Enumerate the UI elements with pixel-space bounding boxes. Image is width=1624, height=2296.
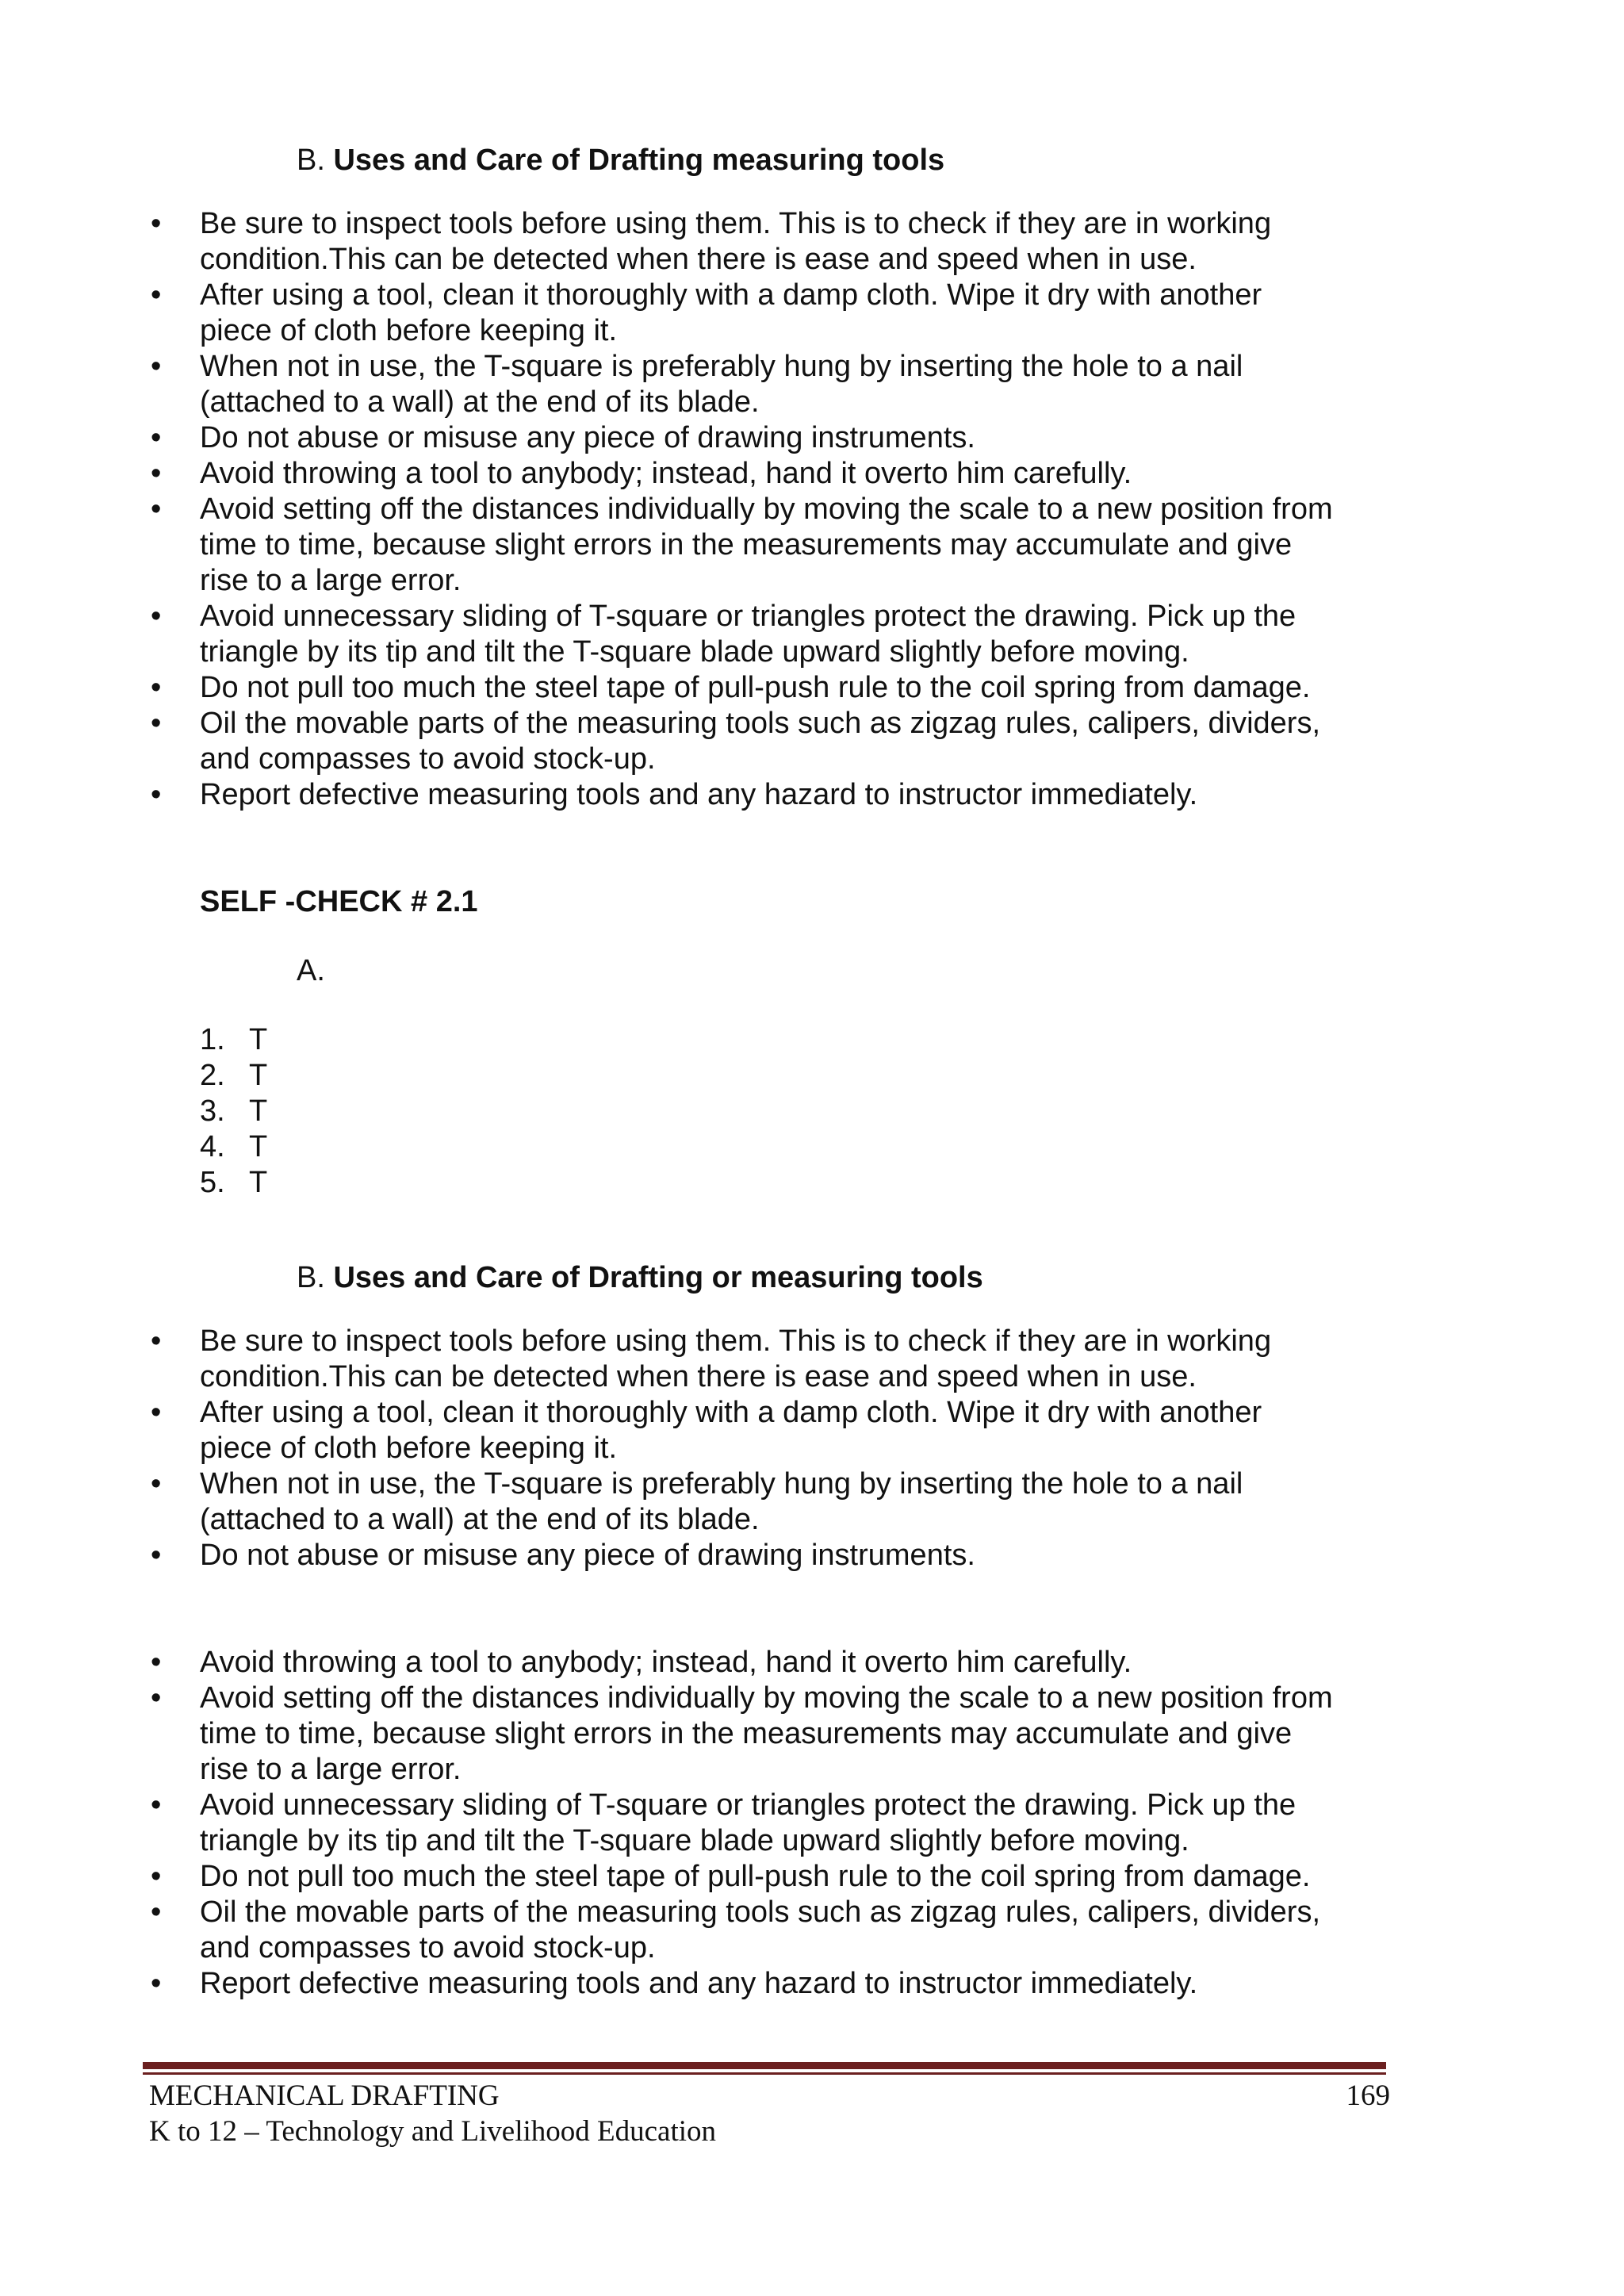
bullet-item <box>151 1788 1405 1859</box>
bullet-text-line: After using a tool, clean it thoroughly with a damp cloth. Wipe it dry with another <box>200 1396 1262 1429</box>
bullet-text-line: Avoid setting off the distances individually by moving the scale to a new position from <box>200 1681 1333 1715</box>
bullet-text-line: (attached to a wall) at the end of its blade. <box>200 385 760 419</box>
bullet-item <box>151 492 1405 599</box>
bullet-dot-icon: • <box>151 600 162 633</box>
footer-subject: MECHANICAL DRAFTING <box>149 2079 500 2112</box>
section2-bullet-list-b <box>151 1645 1405 2002</box>
section2-title: Uses and Care of Drafting or measuring tools <box>333 1261 983 1294</box>
answer-item <box>200 1129 1405 1165</box>
bullet-text-line: rise to a large error. <box>200 1753 462 1786</box>
bullet-dot-icon: • <box>151 1324 162 1358</box>
bullet-text-line: triangle by its tip and tilt the T-square blade upward slightly before moving. <box>200 635 1189 669</box>
section1-heading <box>297 143 1405 178</box>
footer-rule-thick <box>143 2062 1386 2069</box>
answer-value: T <box>249 1130 268 1163</box>
bullet-text-line: Avoid throwing a tool to anybody; instead, hand it overto him carefully. <box>200 457 1132 490</box>
footer-program: K to 12 – Technology and Livelihood Education <box>149 2115 717 2148</box>
answer-number: 2. <box>200 1059 225 1092</box>
bullet-dot-icon: • <box>151 707 162 740</box>
answer-number: 5. <box>200 1166 225 1199</box>
section2-heading <box>297 1260 1405 1296</box>
bullet-text-line: Do not pull too much the steel tape of pull-push rule to the coil spring from damage. <box>200 671 1311 704</box>
bullet-item <box>151 349 1405 420</box>
page-footer <box>149 2078 1390 2149</box>
bullet-text-line: Oil the movable parts of the measuring tools such as zigzag rules, calipers, dividers, <box>200 1895 1320 1929</box>
bullet-dot-icon: • <box>151 421 162 454</box>
bullet-item <box>151 1895 1405 1966</box>
bullet-item <box>151 1466 1405 1538</box>
bullet-text-line: Avoid unnecessary sliding of T-square or triangles protect the drawing. Pick up the <box>200 600 1297 633</box>
bullet-text-line: rise to a large error. <box>200 564 462 597</box>
bullet-item <box>151 206 1405 278</box>
bullet-item <box>151 420 1405 456</box>
bullet-item <box>151 1966 1405 2002</box>
bullet-text-line: Report defective measuring tools and any hazard to instructor immediately. <box>200 1967 1198 2000</box>
bullet-text-line: time to time, because slight errors in the measurements may accumulate and give <box>200 1717 1293 1750</box>
bullet-text-line: condition.This can be detected when there is ease and speed when in use. <box>200 1360 1197 1393</box>
bullet-dot-icon: • <box>151 1681 162 1715</box>
answer-value: T <box>249 1166 268 1199</box>
section2-prefix: B. <box>297 1261 334 1294</box>
footer-rule-thin <box>143 2072 1386 2075</box>
bullet-item <box>151 706 1405 777</box>
self-check-title: SELF -CHECK # 2.1 <box>200 885 478 918</box>
bullet-text-line: After using a tool, clean it thoroughly with a damp cloth. Wipe it dry with another <box>200 278 1262 312</box>
bullet-item <box>151 777 1405 813</box>
bullet-text-line: Avoid throwing a tool to anybody; instead, hand it overto him carefully. <box>200 1646 1132 1679</box>
bullet-text-line: triangle by its tip and tilt the T-square blade upward slightly before moving. <box>200 1824 1189 1857</box>
bullet-text-line: and compasses to avoid stock-up. <box>200 1931 656 1964</box>
bullet-dot-icon: • <box>151 778 162 811</box>
bullet-dot-icon: • <box>151 1396 162 1429</box>
bullet-item <box>151 599 1405 670</box>
bullet-dot-icon: • <box>151 493 162 526</box>
bullet-dot-icon: • <box>151 1467 162 1501</box>
bullet-dot-icon: • <box>151 1788 162 1822</box>
answer-value: T <box>249 1059 268 1092</box>
bullet-text-line: Be sure to inspect tools before using them. This is to check if they are in working <box>200 207 1272 240</box>
bullet-text-line: condition.This can be detected when there is ease and speed when in use. <box>200 243 1197 276</box>
self-check-answer-list <box>200 1022 1405 1201</box>
bullet-dot-icon: • <box>151 278 162 312</box>
bullet-dot-icon: • <box>151 350 162 383</box>
answer-item <box>200 1165 1405 1201</box>
footer-page-number: 169 <box>1346 2079 1390 2112</box>
answer-item <box>200 1094 1405 1129</box>
answer-item <box>200 1058 1405 1094</box>
bullet-dot-icon: • <box>151 1646 162 1679</box>
answer-number: 4. <box>200 1130 225 1163</box>
bullet-item <box>151 1324 1405 1395</box>
answer-value: T <box>249 1023 268 1056</box>
bullet-item <box>151 1538 1405 1573</box>
bullet-text-line: Avoid setting off the distances individually by moving the scale to a new position from <box>200 493 1333 526</box>
bullet-text-line: Report defective measuring tools and any hazard to instructor immediately. <box>200 778 1198 811</box>
bullet-text-line: Be sure to inspect tools before using them. This is to check if they are in working <box>200 1324 1272 1358</box>
bullet-item <box>151 1859 1405 1895</box>
bullet-text-line: Do not pull too much the steel tape of pull-push rule to the coil spring from damage. <box>200 1860 1311 1893</box>
section1-prefix: B. <box>297 144 334 177</box>
bullet-item <box>151 1395 1405 1466</box>
bullet-text-line: When not in use, the T-square is preferably hung by inserting the hole to a nail <box>200 1467 1243 1501</box>
answer-number: 3. <box>200 1094 225 1128</box>
self-check-part-label: A. <box>297 954 325 987</box>
answer-value: T <box>249 1094 268 1128</box>
bullet-text-line: (attached to a wall) at the end of its blade. <box>200 1503 760 1536</box>
bullet-text-line: When not in use, the T-square is preferably hung by inserting the hole to a nail <box>200 350 1243 383</box>
bullet-dot-icon: • <box>151 1860 162 1893</box>
bullet-text-line: and compasses to avoid stock-up. <box>200 742 656 776</box>
bullet-dot-icon: • <box>151 671 162 704</box>
bullet-text-line: piece of cloth before keeping it. <box>200 1432 618 1465</box>
bullet-dot-icon: • <box>151 1895 162 1929</box>
section1-title: Uses and Care of Drafting measuring tools <box>333 144 945 177</box>
bullet-text-line: Do not abuse or misuse any piece of drawing instruments. <box>200 421 975 454</box>
page-content <box>151 143 1405 2002</box>
bullet-item <box>151 456 1405 492</box>
bullet-dot-icon: • <box>151 1539 162 1572</box>
answer-number: 1. <box>200 1023 225 1056</box>
answer-item <box>200 1022 1405 1058</box>
bullet-text-line: Avoid unnecessary sliding of T-square or triangles protect the drawing. Pick up the <box>200 1788 1297 1822</box>
bullet-item <box>151 670 1405 706</box>
bullet-dot-icon: • <box>151 457 162 490</box>
bullet-item <box>151 1681 1405 1788</box>
bullet-text-line: piece of cloth before keeping it. <box>200 314 618 347</box>
bullet-item <box>151 278 1405 349</box>
bullet-text-line: Oil the movable parts of the measuring tools such as zigzag rules, calipers, dividers, <box>200 707 1320 740</box>
bullet-item <box>151 1645 1405 1681</box>
bullet-text-line: time to time, because slight errors in the measurements may accumulate and give <box>200 528 1293 562</box>
section2-bullet-list-a <box>151 1324 1405 1573</box>
bullet-dot-icon: • <box>151 207 162 240</box>
bullet-text-line: Do not abuse or misuse any piece of drawing instruments. <box>200 1539 975 1572</box>
section1-bullet-list <box>151 206 1405 813</box>
bullet-dot-icon: • <box>151 1967 162 2000</box>
